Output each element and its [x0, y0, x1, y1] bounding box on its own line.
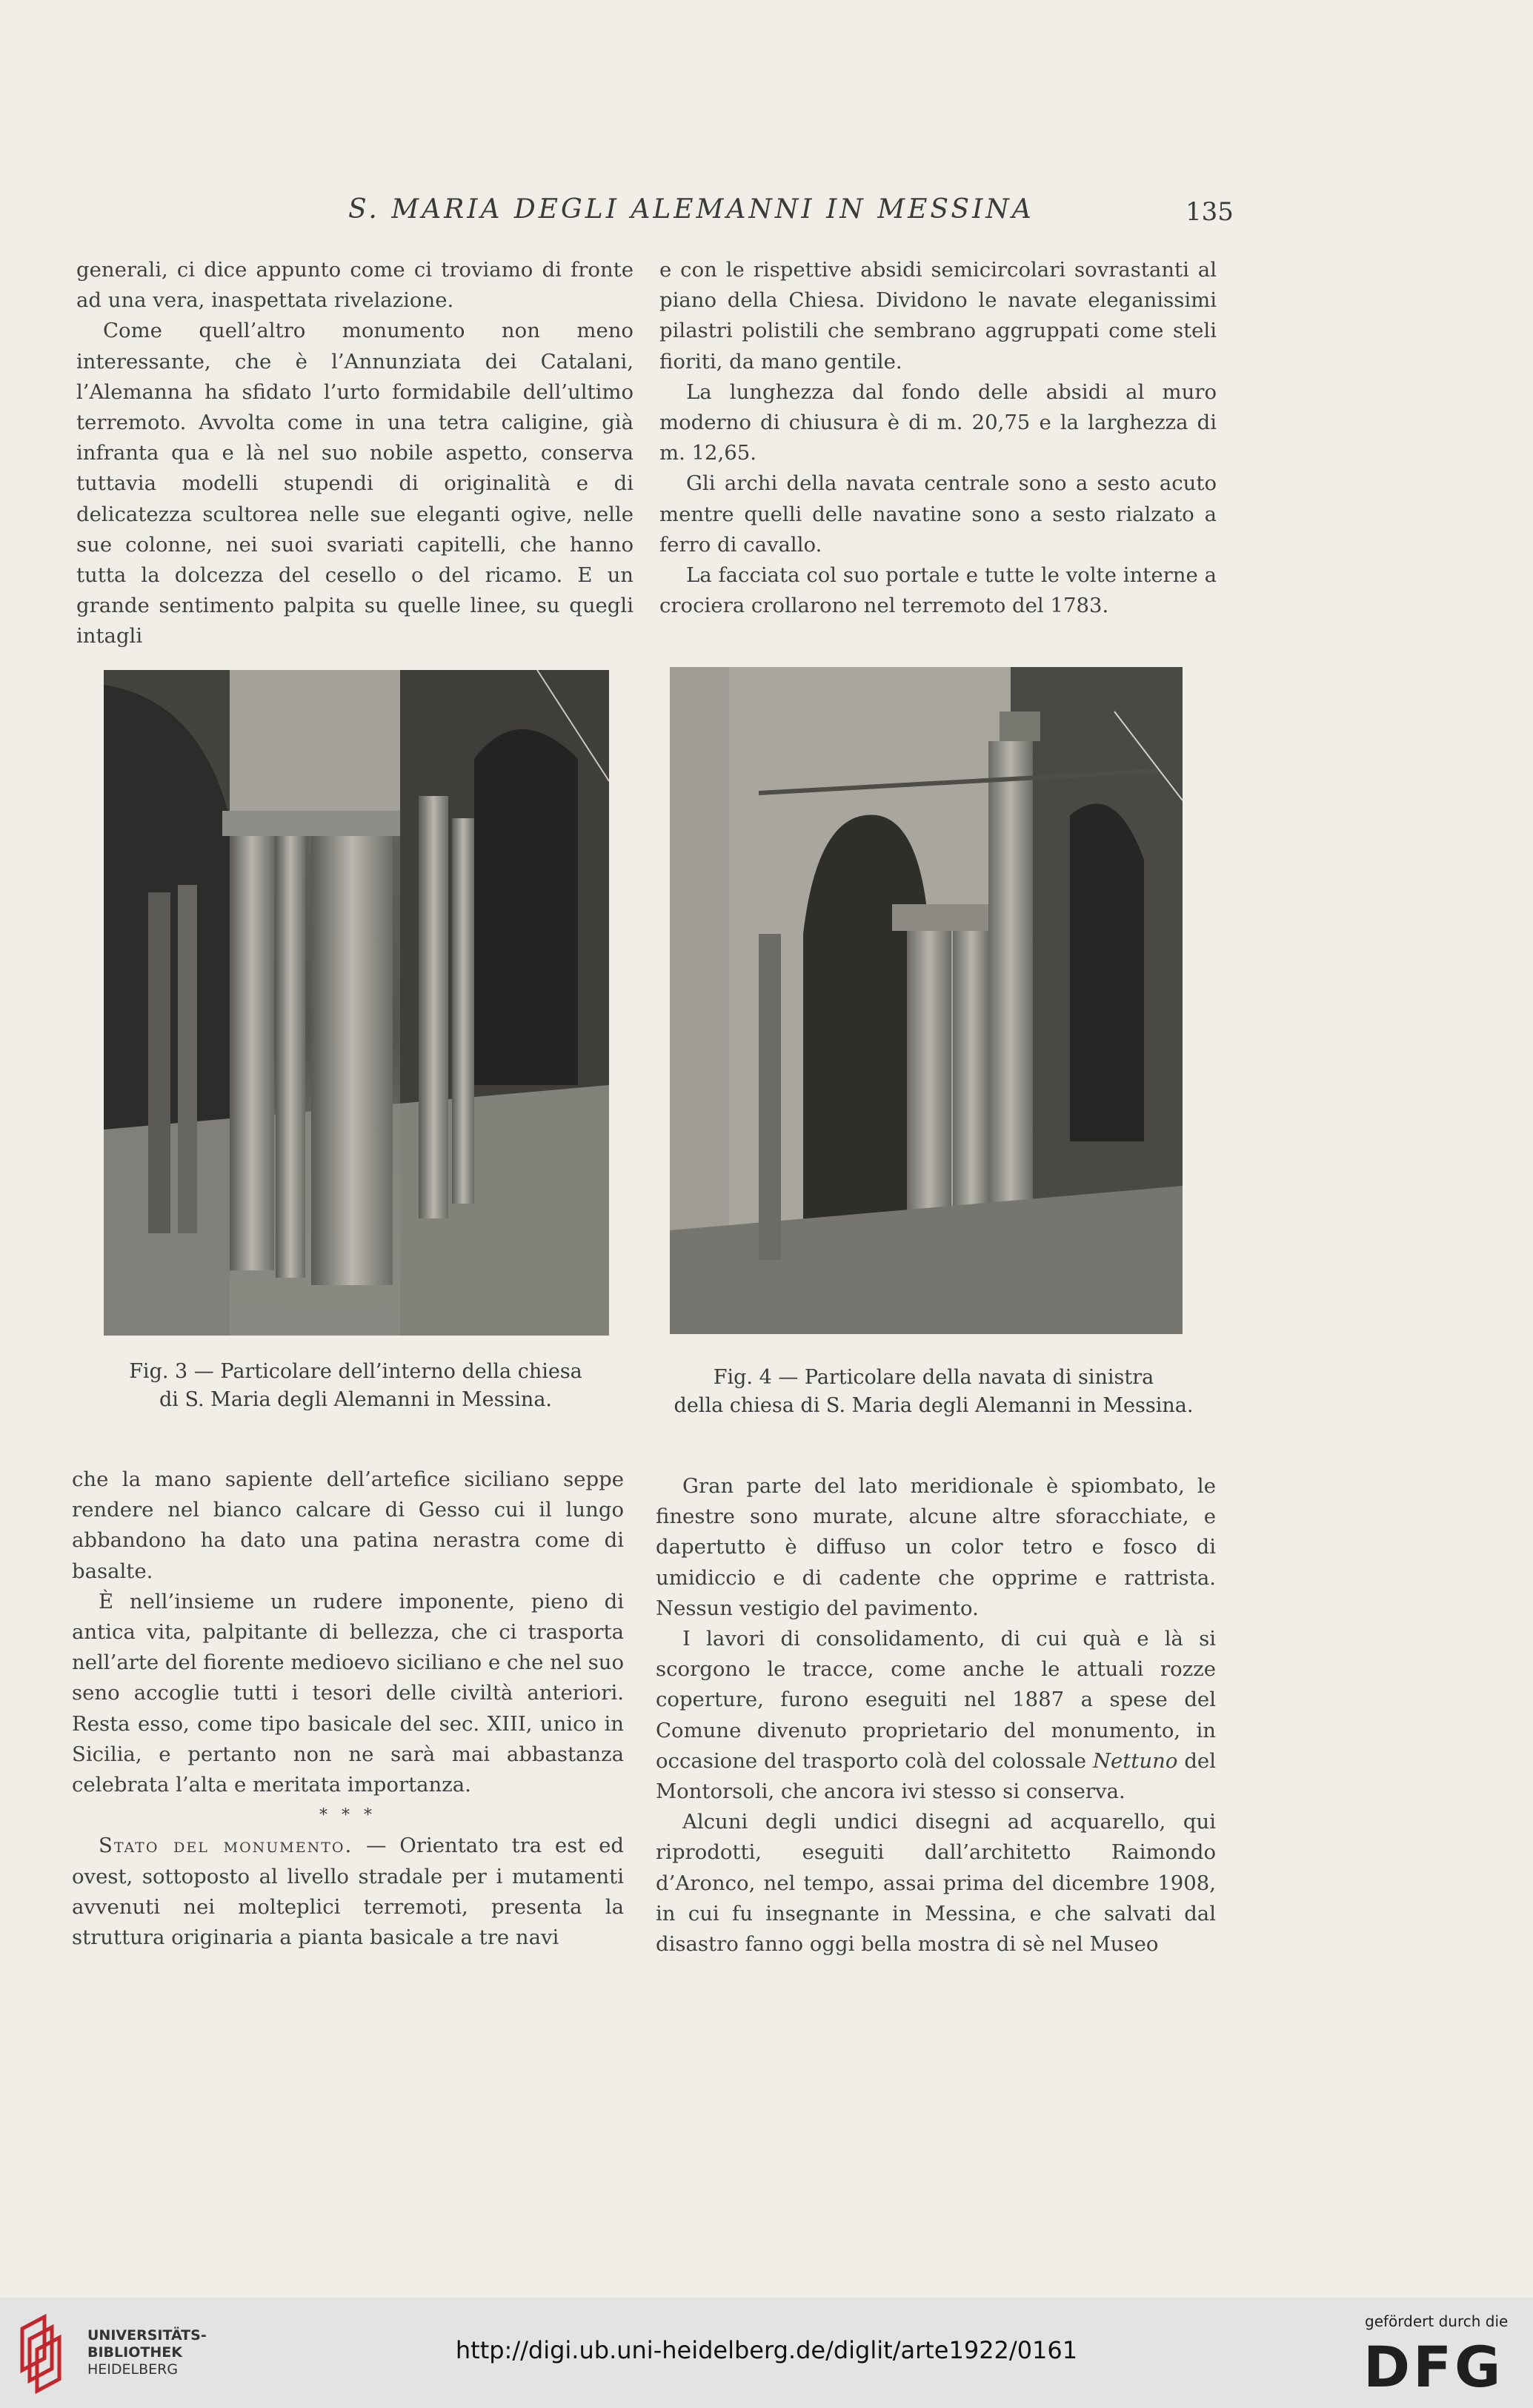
paragraph: Gran parte del lato meridionale è spiombato, le finestre sono murate, alcune altre sforacchiate, e dapertutto è diffuso un color tetro e fosco di umidiccio e di cadente che opprime e rattrista. Nessun vestigio del pavimento. [656, 1474, 1216, 1620]
italic-title: Nettuno [1092, 1748, 1178, 1773]
section-separator: * * * [319, 1806, 376, 1825]
figure-3-photo [104, 670, 609, 1336]
caption-line: di S. Maria degli Alemanni in Messina. [159, 1388, 553, 1411]
digitization-footer [0, 2298, 1533, 2408]
page-number: 135 [1186, 197, 1234, 227]
paragraph: Come quell’altro monumento non meno interessante, che è l’Annunziata dei Catalani, l’Alemanna ha sfidato l’urto formidabile dell’ultimo terremoto. Avvolta come in una tetra caligine, già infranta qua e là nel suo nobile aspetto, conserva tuttavia modelli stupendi di originalità e di delicatezza scultorea nelle sue eleganti ogive, nelle sue colonne, nei suoi svariati capitelli, che hanno tutta la dolcezza del cesello o del ricamo. E un grande sentimento palpita su quelle linee, su quegli intagli [76, 319, 634, 649]
caption-line: Fig. 4 — Particolare della navata di sinistra [713, 1366, 1154, 1389]
paragraph [72, 1831, 624, 1953]
running-head [0, 194, 1533, 231]
text-column-bottom-right [656, 1471, 1216, 1960]
text-column-top-right [659, 255, 1217, 621]
paragraph-text: del Montorsoli, che ancora ivi stesso si conserva. [656, 1748, 1216, 1804]
funding-note: gefördert durch die [1365, 2312, 1509, 2330]
paragraph: che la mano sapiente dell’artefice siciliano seppe rendere nel bianco calcare di Gesso cui il lungo abbandono ha dato una patina nerastra come di basalte. [72, 1467, 624, 1583]
running-title: S. MARIA DEGLI ALEMANNI IN MESSINA [348, 194, 1034, 225]
caption-line: Fig. 3 — Particolare dell’interno della chiesa [129, 1360, 582, 1383]
figure-3-caption [89, 1358, 622, 1414]
dfg-logo: DFG [1363, 2334, 1504, 2400]
paragraph: È nell’insieme un rudere imponente, pieno di antica vita, palpitante di bellezza, che ci trasporta nell’arte del fiorente medioevo siciliano e che nel suo seno accoglie tutti i tesori delle civiltà anteriori. Resta esso, come tipo basicale del sec. XIII, unico in Sicilia, e pertanto non ne sarà mai abbastanza celebrata l’alta e meritata importanza. [72, 1589, 624, 1797]
paragraph: e con le rispettive absidi semicircolari sovrastanti al piano della Chiesa. Dividono le navate eleganissimi pilastri polistili che sembrano aggruppati come steli fioriti, da mano gentile. [659, 258, 1217, 374]
paragraph: generali, ci dice appunto come ci troviamo di fronte ad una vera, inaspettata rivelazione. [76, 258, 634, 313]
library-name-line: BIBLIOTHEK [87, 2344, 182, 2361]
paragraph: La facciata col suo portale e tutte le volte interne a crociera crollarono nel terremoto del 1783. [659, 563, 1217, 618]
caption-line: della chiesa di S. Maria degli Alemanni in Messina. [674, 1394, 1194, 1417]
figure-4-photo [670, 667, 1183, 1334]
text-column-top-left [76, 255, 634, 652]
paragraph: La lunghezza dal fondo delle absidi al muro moderno di chiusura è di m. 20,75 e la larghezza di m. 12,65. [659, 379, 1217, 465]
paragraph [656, 1624, 1216, 1807]
paragraph: Gli archi della navata centrale sono a sesto acuto mentre quelli delle navatine sono a sesto rialzato a ferro di cavallo. [659, 471, 1217, 557]
library-name-line: HEIDELBERG [87, 2361, 179, 2378]
paragraph: Alcuni degli undici disegni ad acquarello, qui riprodotti, eseguiti dall’architetto Raimondo d’Aronco, nel tempo, assai prima del dicembre 1908, in cui fu insegnante in Messina, e che salvati dal disastro fanno oggi bella mostra di sè nel Museo [656, 1810, 1216, 1957]
paragraph-text: — Orientato tra est ed ovest, sottoposto al livello stradale per i mutamenti avvenuti nei molteplici terremoti, presenta la struttura originaria a pianta basicale a tre navi [72, 1834, 624, 1950]
library-name-line: UNIVERSITÄTS- [87, 2327, 207, 2344]
paragraph-text: I lavori di consolidamento, di cui quà e là si scorgono le tracce, come anche le attuali rozze coperture, furono eseguiti nel 1887 a spese del Comune divenuto proprietario del monumento, in occasione del trasporto colà del colossale [656, 1627, 1216, 1773]
figure-4-caption [659, 1364, 1208, 1420]
section-heading: Stato del monumento. [99, 1834, 353, 1858]
text-column-bottom-left [72, 1465, 624, 1953]
permalink-url[interactable]: http://digi.ub.uni-heidelberg.de/diglit/arte1922/0161 [455, 2336, 1078, 2364]
